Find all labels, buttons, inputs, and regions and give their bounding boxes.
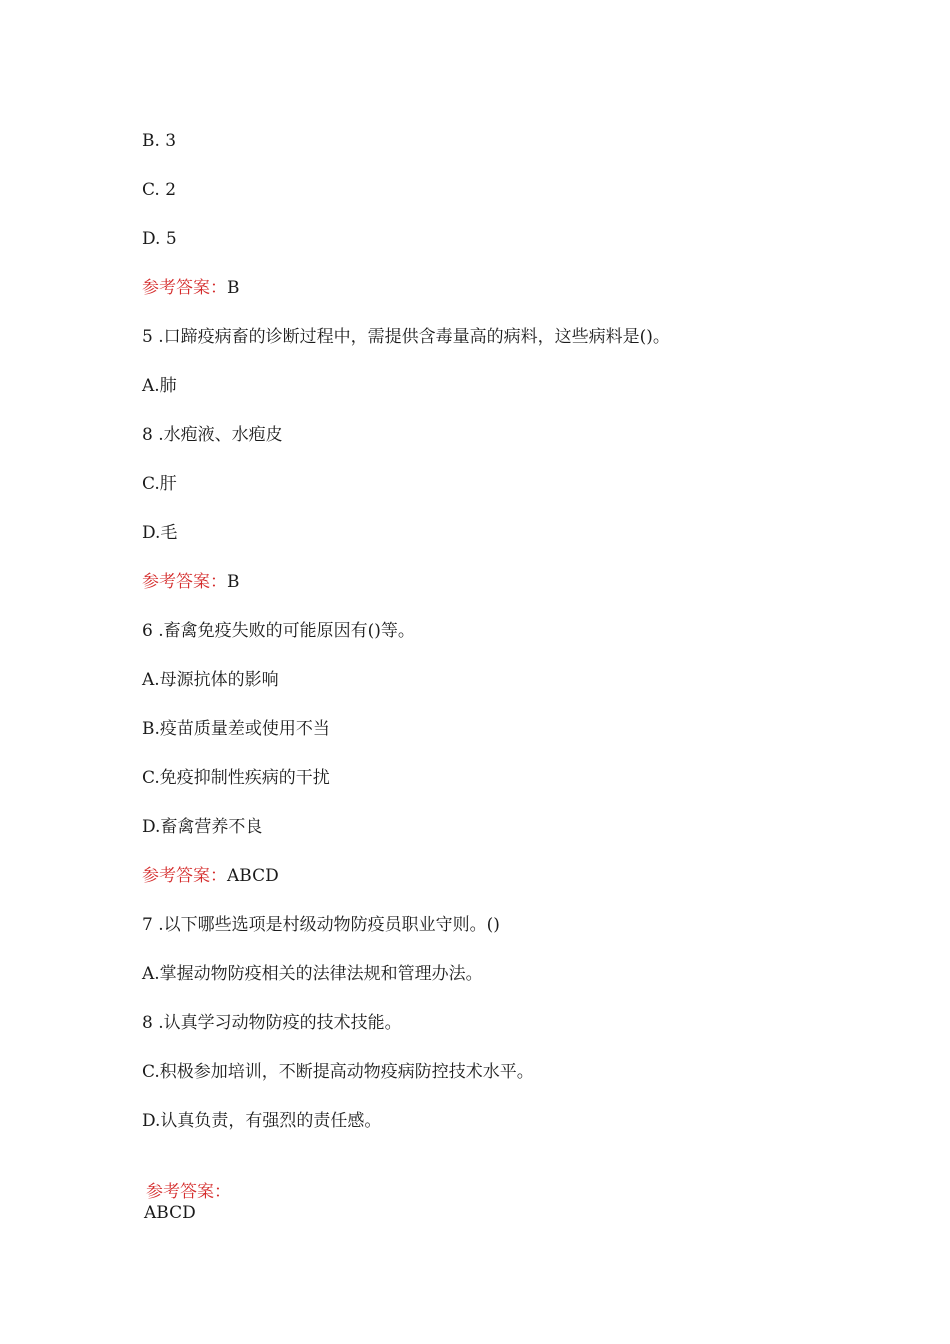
option-d-q4: D. 5 [142,229,177,249]
option-b-q4: B. 3 [142,131,177,151]
question-6: 6 .畜禽免疫失败的可能原因有()等。 [142,621,415,641]
question-7: 7 .以下哪些选项是村级动物防疫员职业守则。() [142,915,500,935]
answer-label-q7: 参考答案： [146,1182,231,1202]
answer-q4 [142,277,240,299]
answer-value-q7: ABCD [144,1203,196,1223]
answer-value: B [227,572,240,592]
option-c-q5: C.肝 [142,474,177,494]
option-c-q4: C. 2 [142,180,177,200]
answer-label: 参考答案： [142,572,227,592]
answer-value: ABCD [227,866,279,886]
option-a-q7: A.掌握动物防疫相关的法律法规和管理办法。 [142,964,483,984]
answer-label: 参考答案： [142,278,227,298]
option-c-q6: C.免疫抑制性疾病的干扰 [142,768,330,788]
answer-q6 [142,865,279,887]
option-b-q6: B.疫苗质量差或使用不当 [142,719,330,739]
option-b-q7: 8 .认真学习动物防疫的技术技能。 [142,1013,402,1033]
option-b-q5: 8 .水疱液、水疱皮 [142,425,283,445]
option-a-q6: A.母源抗体的影响 [142,670,279,690]
question-5: 5 .口蹄疫病畜的诊断过程中，需提供含毒量高的病料，这些病料是()。 [142,327,670,347]
answer-value: B [227,278,240,298]
option-d-q6: D.畜禽营养不良 [142,817,263,837]
option-c-q7: C.积极参加培训，不断提高动物疫病防控技术水平。 [142,1062,534,1082]
answer-q5 [142,571,240,593]
option-a-q5: A.肺 [142,376,177,396]
answer-label: 参考答案： [142,866,227,886]
option-d-q5: D.毛 [142,523,178,543]
option-d-q7: D.认真负责，有强烈的责任感。 [142,1111,382,1131]
